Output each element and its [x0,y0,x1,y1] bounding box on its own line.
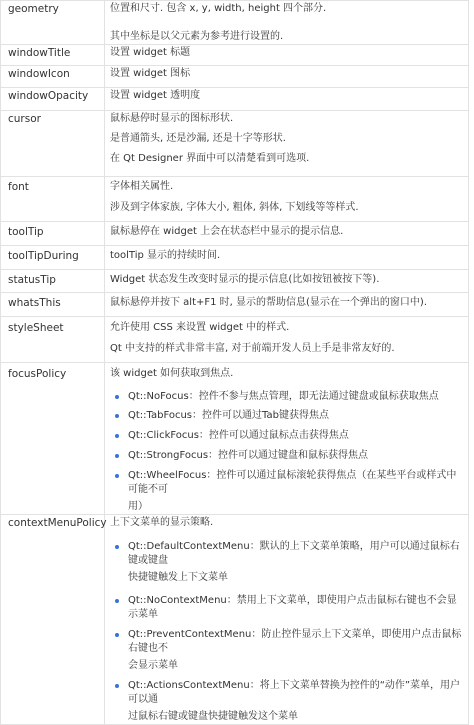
property-name: cursor [1,111,105,177]
option-text: Qt::NoContextMenu：禁用上下文菜单，即使用户点击鼠标右键也不会显示菜单 [128,595,457,620]
property-name: font [1,177,105,222]
bullet-icon [115,474,119,478]
option-text: Qt::StrongFocus：控件可以通过键盘和鼠标获得焦点 [128,450,369,461]
property-description [105,111,469,177]
property-name: styleSheet [1,317,105,363]
property-description [105,363,469,515]
property-description [105,66,469,88]
table-row [1,66,469,88]
table-row [1,515,469,725]
description-line: 上下文菜单的显示策略. [110,517,214,528]
option-list [110,390,462,514]
option-text: Qt::NoFocus：控件不参与焦点管理，即无法通过键盘或鼠标获取焦点 [128,391,439,402]
table-row [1,45,469,66]
property-name: contextMenuPolicy [1,515,105,725]
option-list-item [128,429,462,443]
property-description [105,1,469,45]
option-list-item [128,409,462,423]
description-line: 鼠标悬停在 widget 上会在状态栏中显示的提示信息. [110,226,344,237]
description-line: 在 Qt Designer 界面中可以清楚看到可选项. [110,153,310,164]
option-list-item [128,390,462,404]
table-row [1,317,469,363]
description-line: 设置 widget 图标 [110,68,191,79]
description-line: 设置 widget 标题 [110,47,191,58]
option-list-item [128,540,462,585]
option-text: Qt::TabFocus：控件可以通过Tab键获得焦点 [128,410,329,421]
table-row [1,363,469,515]
bullet-icon [115,684,119,688]
property-name: statusTip [1,270,105,293]
table-row [1,246,469,270]
property-description [105,177,469,222]
description-line: 该 widget 如何获取到焦点. [110,368,234,379]
table-row [1,222,469,246]
table-row [1,1,469,45]
description-line: 其中坐标是以父元素为参考进行设置的. [110,31,284,42]
description-line: 鼠标悬停时显示的图标形状. [110,113,234,124]
description-line: 位置和尺寸. 包含 x, y, width, height 四个部分. [110,3,327,14]
table-row [1,293,469,317]
option-text: 过鼠标右键或键盘快捷键触发这个菜单 [128,711,298,722]
description-line: 允许使用 CSS 来设置 widget 中的样式. [110,322,290,333]
bullet-icon [115,434,119,438]
option-text: Qt::DefaultContextMenu：默认的上下文菜单策略，用户可以通过鼠标右键或键盘 [128,541,460,566]
bullet-icon [115,599,119,603]
property-name: geometry [1,1,105,45]
description-line: 鼠标悬停并按下 alt+F1 时, 显示的帮助信息(显示在一个弹出的窗口中). [110,297,428,308]
table-row [1,177,469,222]
property-name: focusPolicy [1,363,105,515]
bullet-icon [115,633,119,637]
description-line: 是普通箭头, 还是沙漏, 还是十字等形状. [110,133,286,144]
option-text: Qt::PreventContextMenu：防止控件显示上下文菜单，即使用户点击鼠标右键也不 [128,629,462,654]
description-line: 设置 widget 透明度 [110,90,201,101]
bullet-icon [115,454,119,458]
table-row [1,88,469,111]
option-list-item [128,449,462,463]
property-description [105,88,469,111]
option-text: 快捷键触发上下文菜单 [128,572,228,583]
option-text: Qt::ClickFocus：控件可以通过鼠标点击获得焦点 [128,430,349,441]
table-row [1,111,469,177]
description-line: Qt 中支持的样式非常丰富, 对于前端开发人员上手是非常友好的. [110,343,395,354]
table-row [1,270,469,293]
option-text: 会显示菜单 [128,660,178,671]
description-line: toolTip 显示的持续时间. [110,250,221,261]
option-list-item [128,679,462,724]
option-list-item [128,628,462,673]
property-description [105,293,469,317]
property-name: toolTipDuring [1,246,105,270]
property-description [105,45,469,66]
bullet-icon [115,395,119,399]
description-line: 字体相关属性. [110,181,174,192]
property-description [105,246,469,270]
property-description [105,222,469,246]
bullet-icon [115,545,119,549]
property-name: windowOpacity [1,88,105,111]
description-line: Widget 状态发生改变时显示的提示信息(比如按钮被按下等). [110,274,380,285]
description-line: 涉及到字体家族, 字体大小, 粗体, 斜体, 下划线等等样式. [110,202,359,213]
option-text: 用） [128,501,148,512]
option-list-item [128,469,462,514]
bullet-icon [115,414,119,418]
property-name: windowIcon [1,66,105,88]
property-description [105,317,469,363]
option-text: Qt::ActionsContextMenu：将上下文菜单替换为控件的“动作”菜单，用户可以通 [128,680,461,705]
option-list-item [128,594,462,622]
option-list [110,540,462,724]
property-name: windowTitle [1,45,105,66]
property-name: toolTip [1,222,105,246]
property-name: whatsThis [1,293,105,317]
option-text: Qt::WheelFocus：控件可以通过鼠标滚轮获得焦点（在某些平台或样式中可能不可 [128,470,457,495]
property-description [105,270,469,293]
property-description [105,515,469,725]
